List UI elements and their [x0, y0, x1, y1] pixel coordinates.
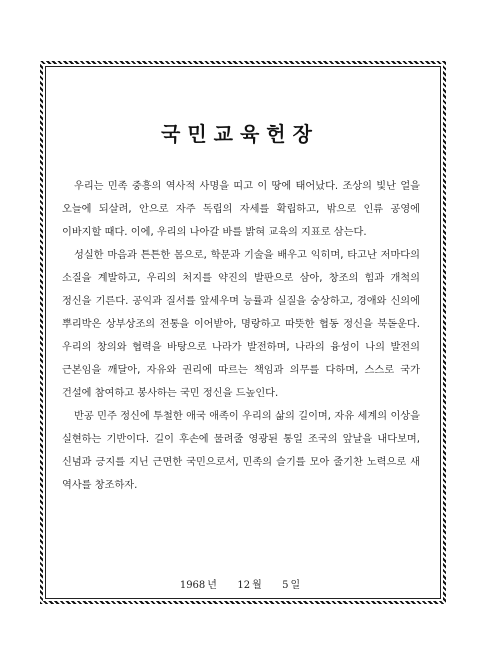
date-day: 5	[282, 580, 289, 591]
charter-body	[62, 175, 420, 497]
date-month: 12	[237, 580, 251, 591]
date-year-unit: 년	[207, 580, 217, 591]
document-title: 국민교육헌장	[161, 122, 319, 146]
paragraph-3: 반공 민주 정신에 투철한 애국 애족이 우리의 삶의 길이며, 자유 세계의 이상을 실현하는 기반이다. 길이 후손에 물려줄 영광된 통일 조국의 앞날을 내다보며, 신념과 긍지를 지닌 근면한 국민으로서, 민족의 슬기를 모아 줄기찬 노력으로 새 역사를 창조하자.	[62, 411, 420, 491]
date-month-unit: 월	[252, 580, 262, 591]
paragraph-2: 성실한 마음과 튼튼한 몸으로, 학문과 기술을 배우고 익히며, 타고난 저마다의 소질을 계발하고, 우리의 처지를 약진의 발판으로 삼아, 창조의 힘과 개척의 정신을 기른다. 공익과 질서를 앞세우며 능률과 실질을 숭상하고, 경애와 신의에 뿌리박은 상부상조의 전통을 이어받아, 명랑하고 따뜻한 협동 정신을 북돋운다. 우리의 창의와 협력을 바탕으로 나라가 발전하며, 나라의 융성이 나의 발전의 근본임을 깨달아, 자유와 권리에 따르는 책임과 의무를 다하며, 스스로 국가 건설에 참여하고 봉사하는 국민 정신을 드높인다.	[62, 250, 420, 399]
date-day-unit: 일	[290, 580, 301, 591]
date-year: 1968	[179, 580, 206, 591]
paragraph-1: 우리는 민족 중흥의 역사적 사명을 띠고 이 땅에 태어났다. 조상의 빛난 얼을 오늘에 되살려, 안으로 자주 독립의 자세를 확립하고, 밖으로 인류 공영에 이바지할 때다. 이에, 우리의 나아갈 바를 밝혀 교육의 지표로 삼는다.	[62, 181, 420, 238]
proclamation-date	[0, 576, 480, 591]
